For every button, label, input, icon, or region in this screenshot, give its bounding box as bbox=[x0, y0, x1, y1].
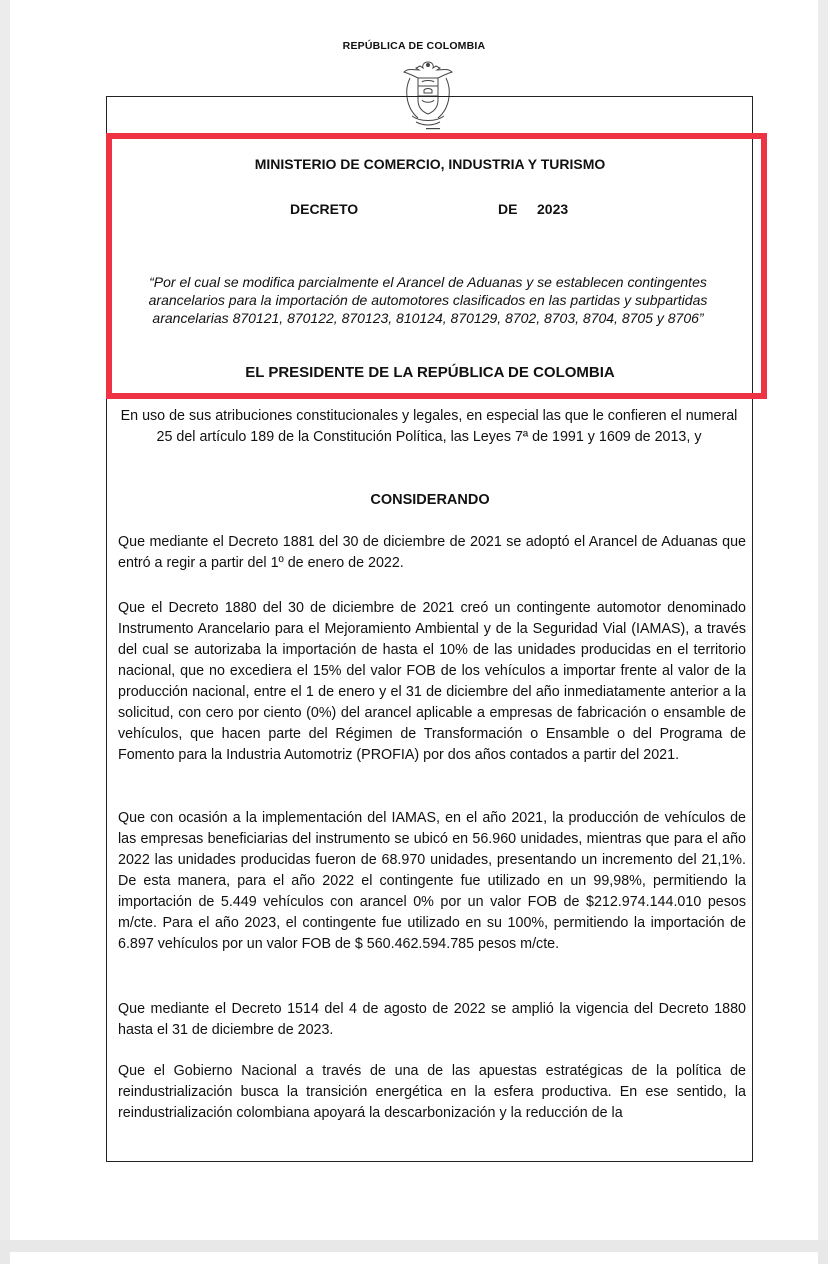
decree-word: DECRETO bbox=[290, 201, 359, 217]
ministry-heading: MINISTERIO DE COMERCIO, INDUSTRIA Y TURISMO bbox=[254, 156, 606, 172]
considerando-heading: CONSIDERANDO bbox=[370, 492, 490, 508]
paragraph: Que el Decreto 1880 del 30 de diciembre de 2021 creó un contingente automotor denominado Instrumento Arancelario para el Mejoramiento Ambiental y de la Seguridad Vial (IAMAS), a través del cual se autorizaba la importación de hasta el 10% de las unidades producidas en el territorio nacional, que no excediera el 15% del valor FOB de los vehículos a importar frente al valor de la producción nacional, entre el 1 de enero y el 31 de diciembre del año inmediatamente anterior a la solicitud, con cero por ciento (0%) del arancel aplicable a empresas de fabricación o ensamble de vehículos, que hacen parte del Régimen de Transformación o Ensamble o del Programa de Fomento para la Industria Automotriz (PROFIA) por dos años contados a partir del 2021. bbox=[118, 600, 746, 763]
decree-de: DE bbox=[498, 201, 518, 217]
paragraph: Que el Gobierno Nacional a través de una de las apuestas estratégicas de la política de reindustrialización busca la transición energética en la esfera productiva. En ese sentido, la reindustrialización colombiana apoyará la descarbonización y la reducción de la bbox=[118, 1063, 746, 1121]
paragraph: Que mediante el Decreto 1514 del 4 de agosto de 2022 se amplió la vigencia del Decreto 1880 hasta el 31 de diciembre de 2023. bbox=[118, 1001, 746, 1038]
highlight-box bbox=[106, 133, 767, 399]
right-gutter bbox=[818, 0, 828, 1264]
president-heading: EL PRESIDENTE DE LA REPÚBLICA DE COLOMBIA bbox=[245, 364, 615, 381]
paragraph: Que mediante el Decreto 1881 del 30 de diciembre de 2021 se adoptó el Arancel de Aduanas que entró a regir a partir del 1º de enero de 2022. bbox=[118, 534, 746, 571]
left-gutter bbox=[0, 0, 10, 1264]
decree-title: “Por el cual se modifica parcialmente el Arancel de Aduanas y se establecen contingentes arancelarios para la importación de automotores clasificados en las partidas y subpartidas arancelarias 870121, 870122, 870123, 810124, 870129, 8702, 8703, 8704, 8705 y 8706” bbox=[148, 274, 708, 326]
decree-year: 2023 bbox=[537, 201, 569, 217]
paragraph: Que con ocasión a la implementación del IAMAS, en el año 2021, la producción de vehículos de las empresas beneficiarias del instrumento se ubicó en 56.960 unidades, mientras que para el año 2022 las unidades producidas fueron de 68.970 unidades, presentando un incremento del 21,1%. De esta manera, para el año 2022 el contingente fue utilizado en un 99,98%, permitiendo la importación de 5.449 vehículos con arancel 0% por un valor FOB de $212.974.144.010 pesos m/cte. Para el año 2023, el contingente fue utilizado en su 100%, permitiendo la importación de 6.897 vehículos por un valor FOB de $ 560.462.594.785 pesos m/cte. bbox=[118, 810, 746, 952]
intro-paragraph: En uso de sus atribuciones constitucionales y legales, en especial las que le confieren el numeral 25 del artículo 189 de la Constitución Política, las Leyes 7ª de 1991 y 1609 de 2013, y bbox=[120, 408, 738, 445]
next-page-edge bbox=[10, 1252, 818, 1264]
country-header: REPÚBLICA DE COLOMBIA bbox=[342, 40, 486, 52]
